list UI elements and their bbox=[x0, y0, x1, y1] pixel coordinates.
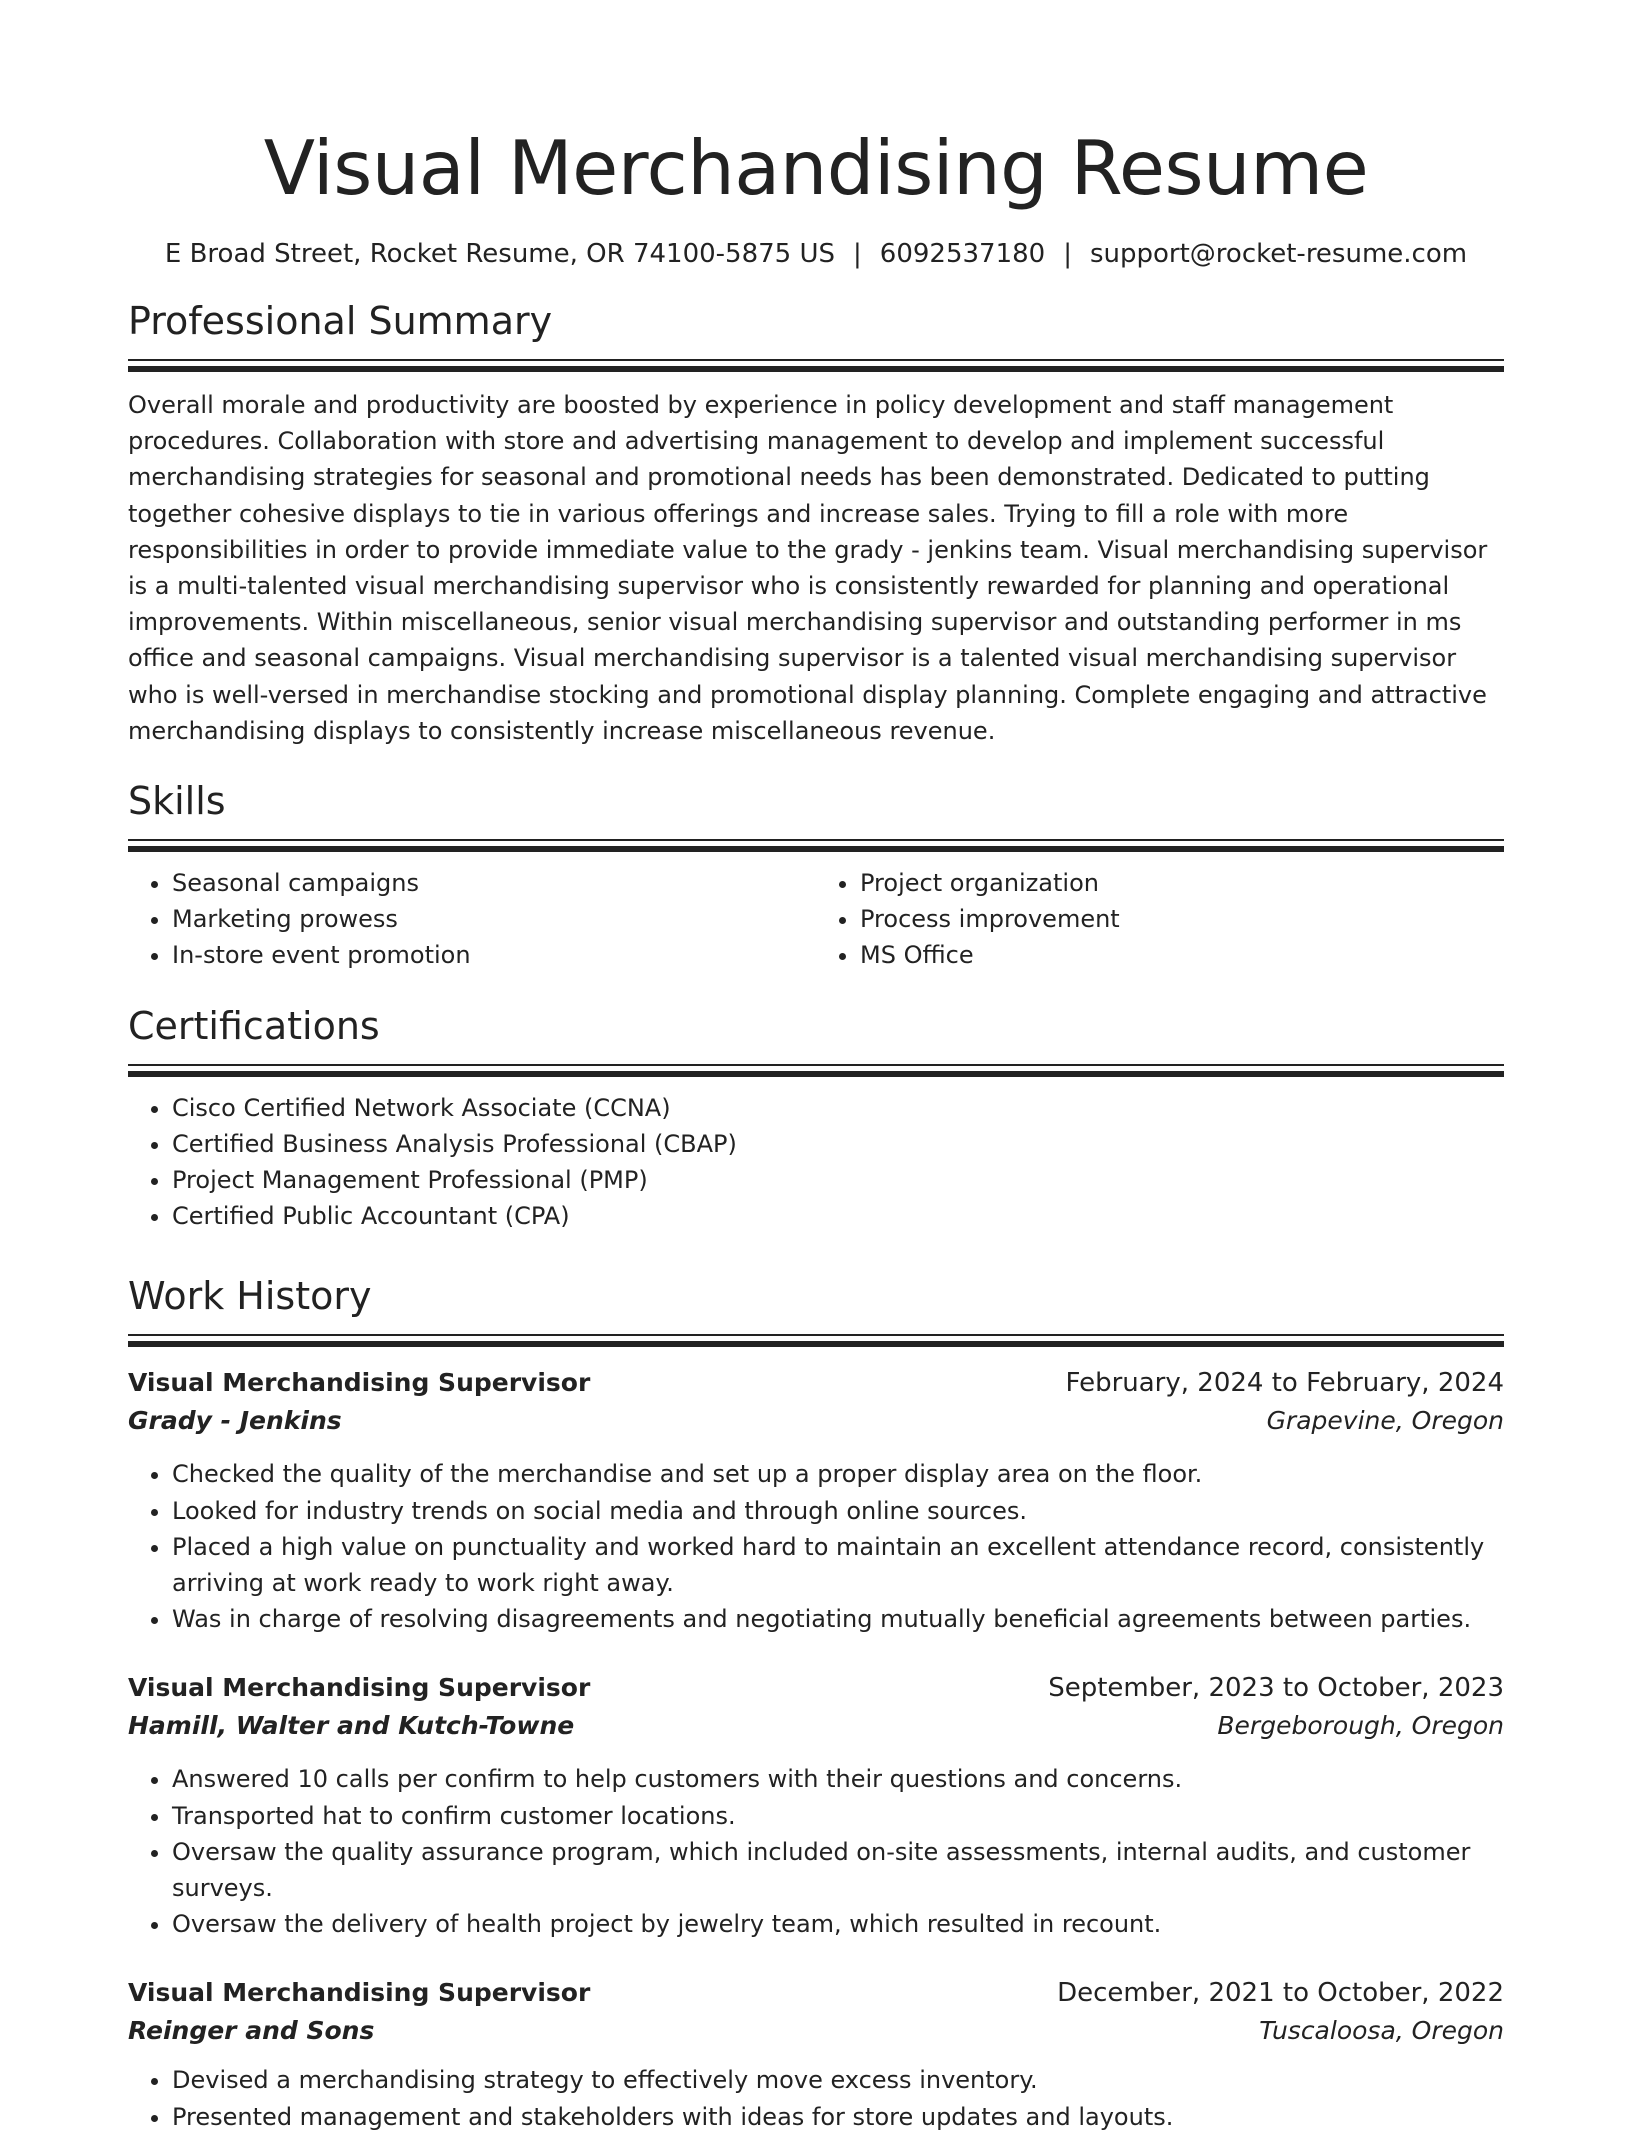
certification-item: • Certified Business Analysis Professional (CBAP) bbox=[172, 1126, 1504, 1162]
job-bullet: • Oversaw the delivery of health project by jewelry team, which resulted in recount. bbox=[172, 1906, 1504, 1942]
job-entry bbox=[128, 1364, 1504, 1637]
summary-text: Overall morale and productivity are boosted by experience in policy development and staff management procedures. Collaboration with store and advertising management to develop and implement successful merchandising strategies for seasonal and promotional needs has been demonstrated. Dedicated to putting together cohesive displays to tie in various offerings and increase sales. Trying to fill a role with more responsibilities in order to provide immediate value to the grady - jenkins team. Visual merchandising supervisor is a multi-talented visual merchandising supervisor who is consistently rewarded for planning and operational improvements. Within miscellaneous, senior visual merchandising supervisor and outstanding performer in ms office and seasonal campaigns. Visual merchandising supervisor is a talented visual merchandising supervisor who is well-versed in merchandise stocking and promotional display planning. Complete engaging and attractive merchandising displays to consistently increase miscellaneous revenue. bbox=[128, 391, 1488, 745]
skill-item: • Marketing prowess bbox=[172, 901, 816, 937]
job-location: Tuscaloosa, Oregon bbox=[1259, 2016, 1504, 2046]
certifications-list bbox=[128, 1090, 1504, 1235]
skills-section bbox=[128, 775, 1504, 974]
job-dates: February, 2024 to February, 2024 bbox=[1065, 1368, 1504, 1399]
skill-item: • Seasonal campaigns bbox=[172, 865, 816, 901]
section-divider bbox=[128, 839, 1504, 853]
job-location: Bergeborough, Oregon bbox=[1217, 1711, 1504, 1741]
job-header bbox=[128, 1669, 1504, 1707]
skills-list-left bbox=[128, 865, 816, 974]
certification-item: • Certified Public Accountant (CPA) bbox=[172, 1198, 1504, 1234]
summary-section bbox=[128, 295, 1504, 749]
job-bullets bbox=[128, 2062, 1504, 2134]
job-company: Hamill, Walter and Kutch-Towne bbox=[128, 1711, 575, 1741]
contact-address: E Broad Street, Rocket Resume, OR 74100-5875 US bbox=[164, 239, 836, 269]
resume-title: Visual Merchandising Resume bbox=[263, 124, 1369, 212]
contact-phone: 6092537180 bbox=[879, 239, 1046, 269]
job-entry bbox=[128, 1974, 1504, 2134]
section-divider bbox=[128, 1334, 1504, 1348]
job-location: Grapevine, Oregon bbox=[1266, 1406, 1504, 1436]
job-bullet: • Transported hat to confirm customer locations. bbox=[172, 1798, 1504, 1834]
job-dates: September, 2023 to October, 2023 bbox=[1048, 1673, 1504, 1704]
certifications-heading: Certifications bbox=[128, 1003, 380, 1048]
job-subheader bbox=[128, 2012, 1504, 2050]
job-dates: December, 2021 to October, 2022 bbox=[1057, 1978, 1504, 2009]
job-bullet: • Devised a merchandising strategy to effectively move excess inventory. bbox=[172, 2062, 1504, 2098]
job-company: Grady - Jenkins bbox=[128, 1406, 342, 1436]
job-header bbox=[128, 1974, 1504, 2012]
job-company: Reinger and Sons bbox=[128, 2016, 375, 2046]
skill-item: • Project organization bbox=[860, 865, 1504, 901]
contact-line bbox=[128, 236, 1504, 272]
skills-list-right bbox=[816, 865, 1504, 974]
job-bullets bbox=[128, 1456, 1504, 1637]
job-entry bbox=[128, 1669, 1504, 1942]
contact-email: support@rocket-resume.com bbox=[1089, 239, 1468, 269]
job-header bbox=[128, 1364, 1504, 1402]
job-bullets bbox=[128, 1761, 1504, 1942]
job-title: Visual Merchandising Supervisor bbox=[128, 1978, 591, 2008]
job-bullet: • Was in charge of resolving disagreements and negotiating mutually beneficial agreements between parties. bbox=[172, 1601, 1504, 1637]
certification-item: • Cisco Certified Network Associate (CCNA) bbox=[172, 1090, 1504, 1126]
resume-page bbox=[128, 0, 1504, 2135]
skill-item: • In-store event promotion bbox=[172, 937, 816, 973]
skill-item: • Process improvement bbox=[860, 901, 1504, 937]
job-bullet: • Checked the quality of the merchandise and set up a proper display area on the floor. bbox=[172, 1456, 1504, 1492]
summary-heading: Professional Summary bbox=[128, 299, 553, 343]
certification-item: • Project Management Professional (PMP) bbox=[172, 1162, 1504, 1198]
job-bullet: • Looked for industry trends on social media and through online sources. bbox=[172, 1493, 1504, 1529]
job-subheader bbox=[128, 1402, 1504, 1440]
work-history-heading: Work History bbox=[128, 1274, 372, 1319]
contact-separator: | bbox=[1063, 239, 1072, 269]
certifications-section bbox=[128, 1000, 1504, 1235]
job-bullet: • Oversaw the quality assurance program, which included on-site assessments, internal audits, and customer surveys. bbox=[172, 1834, 1504, 1906]
job-title: Visual Merchandising Supervisor bbox=[128, 1368, 591, 1398]
job-title: Visual Merchandising Supervisor bbox=[128, 1673, 591, 1703]
job-subheader bbox=[128, 1707, 1504, 1745]
contact-separator: | bbox=[853, 239, 862, 269]
job-bullet: • Placed a high value on punctuality and worked hard to maintain an excellent attendance record, consistently arriving at work ready to work right away. bbox=[172, 1529, 1504, 1601]
skill-item: • MS Office bbox=[860, 937, 1504, 973]
section-divider bbox=[128, 1064, 1504, 1078]
section-divider bbox=[128, 359, 1504, 373]
skills-grid bbox=[128, 865, 1504, 974]
job-bullet: • Answered 10 calls per confirm to help customers with their questions and concerns. bbox=[172, 1761, 1504, 1797]
job-bullet: • Presented management and stakeholders with ideas for store updates and layouts. bbox=[172, 2099, 1504, 2135]
skills-heading: Skills bbox=[128, 779, 226, 824]
work-history-section bbox=[128, 1270, 1504, 2134]
